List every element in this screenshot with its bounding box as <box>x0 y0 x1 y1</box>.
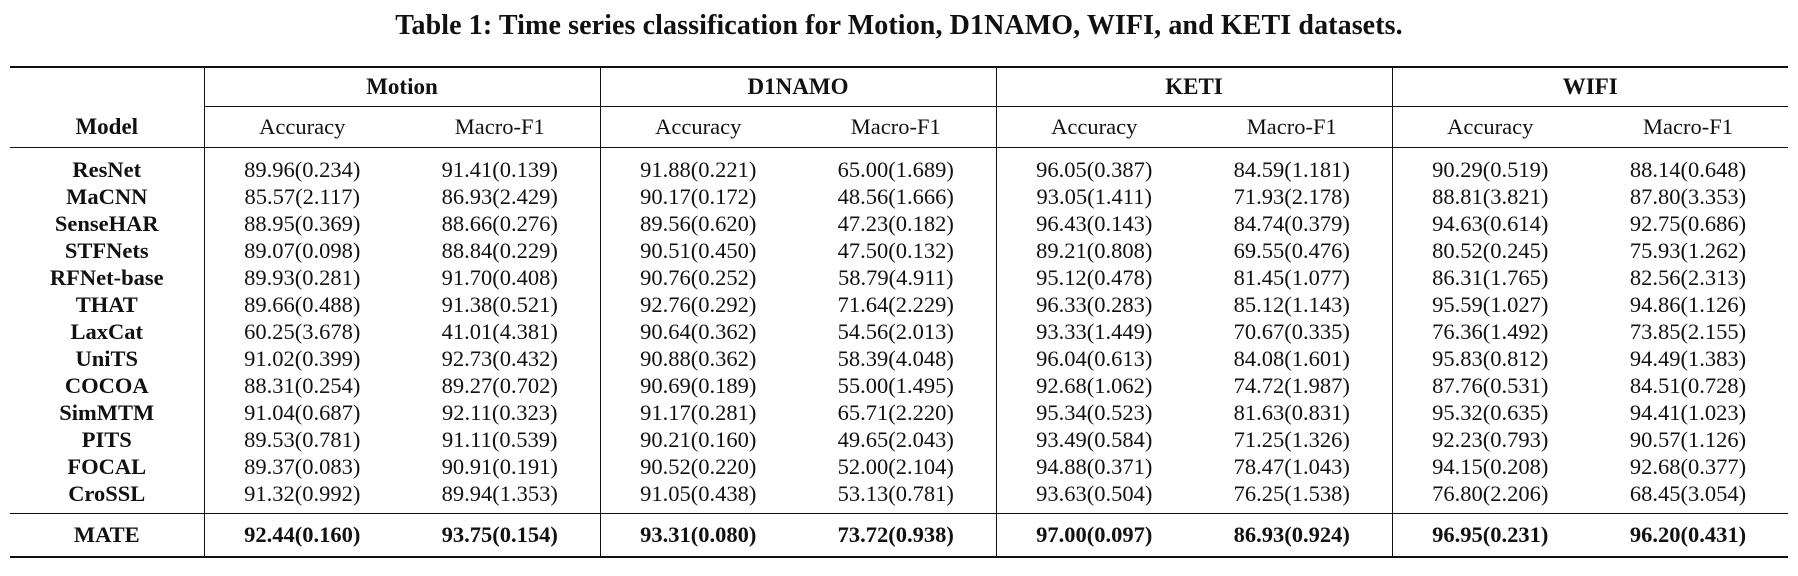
table-cell: 89.27(0.702) <box>441 373 558 398</box>
table-row <box>10 480 1788 514</box>
table-row <box>10 148 1788 184</box>
table-cell: 89.96(0.234) <box>204 148 400 184</box>
table-cell: 93.75(0.154) <box>400 514 600 558</box>
table-row <box>10 210 1788 237</box>
table-cell: 80.52(0.245) <box>1392 237 1588 264</box>
table-cell: 89.21(0.808) <box>996 237 1192 264</box>
table-cell: 89.53(0.781) <box>204 426 400 453</box>
table-cell: 71.93(2.178) <box>1233 184 1350 209</box>
group-header-row <box>10 67 1788 107</box>
metric-header: Macro-F1 <box>796 107 996 148</box>
table-cell: 91.02(0.399) <box>204 345 400 372</box>
table-cell: 60.25(3.678) <box>204 318 400 345</box>
table-cell: 75.93(1.262) <box>1629 238 1747 263</box>
table-cell: 73.72(0.938) <box>796 514 996 558</box>
table-cell: 49.65(2.043) <box>837 427 954 452</box>
table-row <box>10 426 1788 453</box>
table-cell: 94.88(0.371) <box>996 453 1192 480</box>
model-name: LaxCat <box>70 319 143 344</box>
table-cell: 76.80(2.206) <box>1392 480 1588 514</box>
table-cell: 88.84(0.229) <box>441 238 558 263</box>
table-cell: 88.66(0.276) <box>441 211 558 236</box>
table-cell: 95.12(0.478) <box>996 264 1192 291</box>
table-caption: Table 1: Time series classification for Motion, D1NAMO, WIFI, and KETI datasets. <box>395 10 1403 41</box>
table-cell: 90.52(0.220) <box>600 453 796 480</box>
model-name: ResNet <box>72 157 142 182</box>
table-cell: 86.93(0.924) <box>1192 514 1392 558</box>
group-header-keti: KETI <box>996 67 1392 107</box>
table-cell: 84.51(0.728) <box>1629 373 1747 398</box>
table-cell: 85.12(1.143) <box>1233 292 1350 317</box>
table-cell: 93.33(1.449) <box>996 318 1192 345</box>
table-cell: 94.41(1.023) <box>1629 400 1747 425</box>
table-cell: 89.93(0.281) <box>204 264 400 291</box>
model-name: CroSSL <box>68 481 146 506</box>
table-cell: 87.80(3.353) <box>1629 184 1747 209</box>
table-cell: 84.08(1.601) <box>1233 346 1350 371</box>
model-name: FOCAL <box>67 454 147 479</box>
table-cell: 89.56(0.620) <box>600 210 796 237</box>
table-cell: 92.23(0.793) <box>1392 426 1588 453</box>
table-cell: 91.32(0.992) <box>204 480 400 514</box>
table-cell: 48.56(1.666) <box>837 184 954 209</box>
model-group-blank <box>10 67 204 107</box>
table-cell: 93.63(0.504) <box>996 480 1192 514</box>
table-cell: 76.36(1.492) <box>1392 318 1588 345</box>
table-cell: 96.33(0.283) <box>996 291 1192 318</box>
table-cell: 90.29(0.519) <box>1392 148 1588 184</box>
table-cell: 93.31(0.080) <box>600 514 796 558</box>
table-cell: 88.95(0.369) <box>204 210 400 237</box>
table-cell: 90.64(0.362) <box>600 318 796 345</box>
table-cell: 90.88(0.362) <box>600 345 796 372</box>
table-cell: 97.00(0.097) <box>996 514 1192 558</box>
table-row <box>10 453 1788 480</box>
table-cell: 78.47(1.043) <box>1233 454 1350 479</box>
table-cell: 92.44(0.160) <box>204 514 400 558</box>
table-cell: 87.76(0.531) <box>1392 372 1588 399</box>
table-cell: 68.45(3.054) <box>1629 481 1747 506</box>
metric-header: Macro-F1 <box>400 107 600 148</box>
table-row <box>10 237 1788 264</box>
table-cell: 88.81(3.821) <box>1392 183 1588 210</box>
table-cell: 94.63(0.614) <box>1392 210 1588 237</box>
table-cell: 93.49(0.584) <box>996 426 1192 453</box>
table-cell: 91.17(0.281) <box>600 399 796 426</box>
table-cell: 92.75(0.686) <box>1629 211 1747 236</box>
table-row <box>10 264 1788 291</box>
table-cell: 74.72(1.987) <box>1233 373 1350 398</box>
table-cell: 91.05(0.438) <box>600 480 796 514</box>
table-cell: 96.04(0.613) <box>996 345 1192 372</box>
table-cell: 41.01(4.381) <box>441 319 558 344</box>
model-name: RFNet-base <box>49 265 164 290</box>
table-cell: 88.31(0.254) <box>204 372 400 399</box>
table-row <box>10 291 1788 318</box>
table-cell: 69.55(0.476) <box>1233 238 1350 263</box>
table-cell: 91.38(0.521) <box>441 292 558 317</box>
metric-header: Accuracy <box>996 107 1192 148</box>
results-body <box>10 148 1788 514</box>
table-cell: 84.74(0.379) <box>1233 211 1350 236</box>
table-row <box>10 183 1788 210</box>
table-cell: 92.73(0.432) <box>441 346 558 371</box>
table-cell: 85.57(2.117) <box>204 183 400 210</box>
table-cell: 47.50(0.132) <box>837 238 954 263</box>
table-cell: 65.71(2.220) <box>837 400 954 425</box>
table-cell: 90.57(1.126) <box>1629 427 1747 452</box>
table-cell: 89.07(0.098) <box>204 237 400 264</box>
table-row <box>10 399 1788 426</box>
table-cell: 70.67(0.335) <box>1233 319 1350 344</box>
table-cell: 54.56(2.013) <box>837 319 954 344</box>
table-cell: 73.85(2.155) <box>1629 319 1747 344</box>
group-header-d1namo: D1NAMO <box>600 67 996 107</box>
table-cell: 86.93(2.429) <box>441 184 558 209</box>
group-header-wifi: WIFI <box>1392 67 1788 107</box>
table-cell: 91.04(0.687) <box>204 399 400 426</box>
table-cell: 95.34(0.523) <box>996 399 1192 426</box>
table-cell: 89.66(0.488) <box>204 291 400 318</box>
table-cell: 65.00(1.689) <box>837 157 954 182</box>
table-cell: 96.95(0.231) <box>1392 514 1588 558</box>
table-cell: 90.17(0.172) <box>600 183 796 210</box>
table-cell: 95.32(0.635) <box>1392 399 1588 426</box>
table-cell: 47.23(0.182) <box>837 211 954 236</box>
table-cell: 81.45(1.077) <box>1233 265 1350 290</box>
table-cell: 96.20(0.431) <box>1588 514 1788 558</box>
table-cell: 92.76(0.292) <box>600 291 796 318</box>
table-row <box>10 372 1788 399</box>
model-name: MATE <box>10 514 204 558</box>
best-model-row <box>10 514 1788 558</box>
table-cell: 58.39(4.048) <box>837 346 954 371</box>
group-header-motion: Motion <box>204 67 600 107</box>
table-cell: 94.86(1.126) <box>1629 292 1747 317</box>
table-cell: 52.00(2.104) <box>837 454 954 479</box>
table-cell: 96.05(0.387) <box>996 148 1192 184</box>
model-name: PITS <box>81 427 132 452</box>
table-cell: 96.43(0.143) <box>996 210 1192 237</box>
results-table <box>10 66 1788 558</box>
table-cell: 92.68(1.062) <box>996 372 1192 399</box>
table-cell: 86.31(1.765) <box>1392 264 1588 291</box>
metric-header-row <box>10 107 1788 148</box>
table-cell: 90.69(0.189) <box>600 372 796 399</box>
metric-header: Accuracy <box>1392 107 1588 148</box>
table-cell: 55.00(1.495) <box>837 373 954 398</box>
table-cell: 82.56(2.313) <box>1629 265 1747 290</box>
table-row <box>10 345 1788 372</box>
table-cell: 84.59(1.181) <box>1233 157 1350 182</box>
metric-header: Accuracy <box>600 107 796 148</box>
model-column-header: Model <box>10 107 204 148</box>
model-name: COCOA <box>64 373 149 398</box>
table-cell: 71.25(1.326) <box>1233 427 1350 452</box>
table-cell: 92.68(0.377) <box>1629 454 1747 479</box>
table-cell: 89.37(0.083) <box>204 453 400 480</box>
model-name: MaCNN <box>66 184 148 209</box>
metric-header: Accuracy <box>204 107 400 148</box>
table-cell: 91.88(0.221) <box>600 148 796 184</box>
model-name: THAT <box>75 292 138 317</box>
table-cell: 95.83(0.812) <box>1392 345 1588 372</box>
model-name: SenseHAR <box>54 211 159 236</box>
metric-header: Macro-F1 <box>1588 107 1788 148</box>
table-cell: 71.64(2.229) <box>837 292 954 317</box>
table-cell: 81.63(0.831) <box>1233 400 1350 425</box>
table-cell: 53.13(0.781) <box>837 481 954 506</box>
metric-header: Macro-F1 <box>1192 107 1392 148</box>
model-name: STFNets <box>64 238 149 263</box>
table-cell: 90.21(0.160) <box>600 426 796 453</box>
table-cell: 92.11(0.323) <box>442 400 558 425</box>
table-cell: 88.14(0.648) <box>1629 157 1747 182</box>
model-name: SimMTM <box>59 400 155 425</box>
table-cell: 94.49(1.383) <box>1629 346 1747 371</box>
table-cell: 76.25(1.538) <box>1233 481 1350 506</box>
table-cell: 90.91(0.191) <box>441 454 558 479</box>
table-cell: 94.15(0.208) <box>1392 453 1588 480</box>
table-cell: 91.41(0.139) <box>441 157 558 182</box>
table-cell: 58.79(4.911) <box>838 265 954 290</box>
table-cell: 91.11(0.539) <box>442 427 558 452</box>
table-cell: 93.05(1.411) <box>996 183 1192 210</box>
table-row <box>10 318 1788 345</box>
table-cell: 89.94(1.353) <box>441 481 558 506</box>
model-name: UniTS <box>75 346 139 371</box>
table-cell: 90.51(0.450) <box>600 237 796 264</box>
table-cell: 95.59(1.027) <box>1392 291 1588 318</box>
table-cell: 90.76(0.252) <box>600 264 796 291</box>
table-cell: 91.70(0.408) <box>441 265 558 290</box>
